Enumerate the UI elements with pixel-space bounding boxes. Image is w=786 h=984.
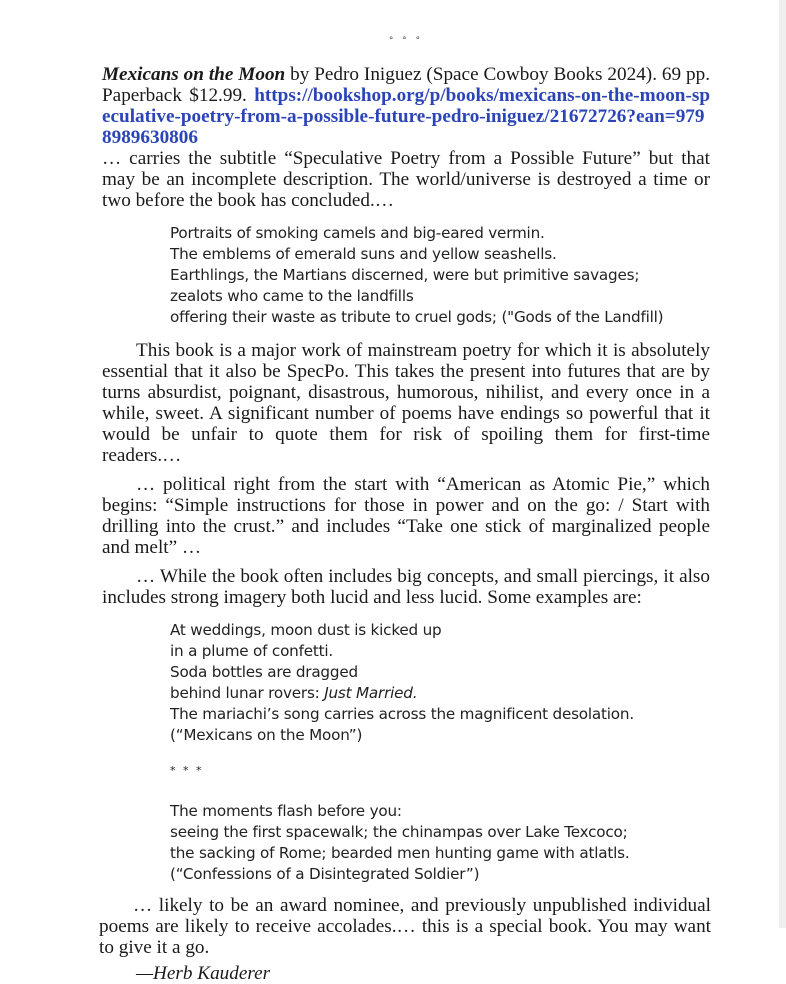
book-details: by Pedro Iniguez (Space Cowboy Books 2024). 69 pp. Paperback $12.99.	[102, 64, 711, 106]
poem-line: the sacking of Rome; bearded men hunting game with atlatls.	[170, 844, 630, 862]
poem-line: zealots who came to the landfills	[170, 287, 414, 305]
review-paragraph-4: … While the book often includes big concepts, and small piercings, it also includes strong imagery both lucid and less lucid. Some examples are:	[102, 566, 710, 608]
section-separator: * * *	[170, 764, 204, 777]
book-title: Mexicans on the Moon	[102, 64, 286, 85]
poem-italic-text: Just Married.	[324, 684, 418, 702]
review-page	[99, 0, 711, 984]
poem-line: The moments flash before you:	[170, 802, 402, 820]
review-paragraph-1: … carries the subtitle “Speculative Poetry from a Possible Future” but that may be an incomplete description. The world/universe is destroyed a time or two before the book has concluded.…	[102, 148, 710, 211]
scrollbar-track[interactable]	[779, 0, 786, 928]
poem-line: At weddings, moon dust is kicked up	[170, 621, 442, 639]
poem-line: Soda bottles are dragged	[170, 663, 358, 681]
poem-line: Earthlings, the Martians discerned, were but primitive savages;	[170, 266, 640, 284]
poem-line: (“Mexicans on the Moon”)	[170, 726, 363, 744]
poem-excerpt-2	[170, 620, 710, 781]
review-paragraph-2: This book is a major work of mainstream poetry for which it is absolutely essential that it also be SpecPo. This takes the present into futures that are by turns absurdist, poignant, disastrous, humorous, nihilist, and every once in a while, sweet. A significant number of poems have endings so powerful that it would be unfair to quote them for risk of spoiling them for first-time readers.…	[102, 340, 710, 466]
poem-line: (“Confessions of a Disintegrated Soldier”)	[170, 865, 480, 883]
poem-line: in a plume of confetti.	[170, 642, 334, 660]
review-paragraph-3: … political right from the start with “American as Atomic Pie,” which begins: “Simple instructions for those in power and on the go: / Start with drilling into the crust.” and includes “Take one stick of marginalized people and melt” …	[102, 474, 710, 558]
poem-line: Portraits of smoking camels and big-eared vermin.	[170, 224, 545, 242]
poem-line: The mariachi’s song carries across the magnificent desolation.	[170, 705, 634, 723]
reviewer-signature: —Herb Kauderer	[136, 963, 271, 984]
book-entry	[102, 64, 710, 148]
bookshop-link[interactable]: https://bookshop.org/p/books/mexicans-on-the-moon-speculative-poetry-from-a-possible-future-pedro-iniguez/21672726?ean=9798989630806	[102, 85, 710, 148]
poem-line: offering their waste as tribute to cruel gods; ("Gods of the Landfill)	[170, 308, 664, 326]
poem-line	[170, 683, 710, 704]
section-ornament: ° ° °	[388, 36, 424, 46]
poem-line-text: behind lunar rovers:	[170, 684, 325, 702]
review-paragraph-5: … likely to be an award nominee, and previously unpublished individual poems are likely to receive accolades.… this is a special book. You may want to give it a go.	[99, 895, 711, 958]
poem-line: seeing the first spacewalk; the chinampas over Lake Texcoco;	[170, 823, 628, 841]
poem-excerpt-1	[170, 223, 710, 328]
poem-excerpt-3	[170, 801, 710, 885]
poem-line: The emblems of emerald suns and yellow seashells.	[170, 245, 557, 263]
